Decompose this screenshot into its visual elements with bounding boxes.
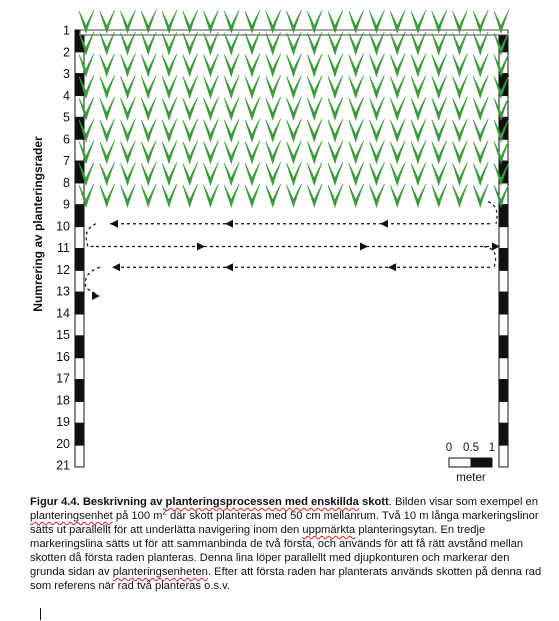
caption-title-start: Beskrivning av bbox=[82, 496, 166, 508]
shoot bbox=[162, 141, 177, 164]
shoot bbox=[328, 54, 343, 77]
shoot bbox=[411, 75, 426, 98]
pole-segment bbox=[499, 401, 508, 423]
shoot bbox=[473, 162, 488, 185]
arrowhead bbox=[197, 243, 205, 251]
shoot bbox=[390, 162, 405, 185]
caption-text-2: på 100 m bbox=[112, 510, 163, 522]
shoot bbox=[287, 97, 302, 120]
shoot bbox=[287, 54, 302, 77]
shoot bbox=[370, 75, 385, 98]
caption-text-3: där skott planteras med 50 cm mellanrum. Två 10 m långa markeringslinor sätts ut parallellt för att underlätta navigering inom den bbox=[30, 510, 539, 536]
shoot bbox=[453, 54, 468, 77]
row-label-5: 5 bbox=[63, 110, 70, 125]
caption-figure-label: Figur 4.4. bbox=[30, 496, 80, 508]
row-label-10: 10 bbox=[56, 219, 70, 234]
row-label-13: 13 bbox=[56, 284, 70, 299]
shoot bbox=[204, 141, 219, 164]
row-label-6: 6 bbox=[63, 132, 70, 147]
shoot bbox=[141, 54, 156, 77]
shoot bbox=[349, 119, 364, 142]
caption-title-underlined: planteringsprocessen med enskillda bbox=[165, 496, 359, 508]
row-label-21: 21 bbox=[56, 458, 70, 473]
caption-title-end: skott bbox=[358, 496, 389, 508]
pole-segment bbox=[499, 270, 508, 292]
shoot bbox=[204, 97, 219, 120]
shoot bbox=[432, 54, 447, 77]
row-label-2: 2 bbox=[63, 45, 70, 60]
row-label-7: 7 bbox=[63, 154, 70, 168]
left-marker-pole bbox=[75, 30, 84, 467]
shoot bbox=[121, 184, 136, 207]
shoot bbox=[473, 119, 488, 142]
shoot bbox=[390, 184, 405, 207]
shoot bbox=[349, 97, 364, 120]
row-label-19: 19 bbox=[56, 415, 70, 429]
pole-segment bbox=[499, 205, 508, 227]
shoot bbox=[183, 75, 198, 98]
shoot bbox=[349, 54, 364, 77]
shoot bbox=[432, 141, 447, 164]
shoot bbox=[141, 141, 156, 164]
scale-tick-0: 0 bbox=[445, 442, 453, 454]
path-turn bbox=[484, 247, 496, 268]
shoot bbox=[473, 75, 488, 98]
shoot bbox=[453, 119, 468, 142]
row-label-11: 11 bbox=[57, 241, 70, 255]
pole-segment bbox=[75, 358, 84, 380]
shoot bbox=[453, 97, 468, 120]
row-label-16: 16 bbox=[56, 349, 70, 364]
caption-word-uppmarkta: uppmärkta bbox=[302, 524, 356, 536]
pole-segment bbox=[499, 292, 508, 314]
shoot bbox=[390, 119, 405, 142]
scale-segment-black bbox=[471, 458, 492, 467]
shoot bbox=[162, 184, 177, 207]
shoot bbox=[266, 75, 281, 98]
scale-tick-0-5: 0.5 bbox=[463, 442, 479, 454]
shoot bbox=[307, 184, 322, 207]
shoot bbox=[224, 54, 239, 77]
scale-unit-label: meter bbox=[456, 472, 486, 484]
shoot bbox=[307, 162, 322, 185]
path-turn bbox=[86, 224, 96, 247]
shoot bbox=[390, 75, 405, 98]
pole-segment bbox=[499, 227, 508, 249]
shoot bbox=[121, 141, 136, 164]
caption-superscript: 2 bbox=[162, 507, 167, 517]
caption-word-planteringsenheten: planteringsenheten bbox=[112, 566, 208, 578]
pole-segment bbox=[499, 423, 508, 445]
scale-tick-1: 1 bbox=[488, 442, 496, 454]
row-label-14: 14 bbox=[56, 306, 70, 321]
shoot bbox=[266, 119, 281, 142]
row-label-15: 15 bbox=[56, 328, 70, 342]
shoot bbox=[245, 75, 260, 98]
shoot bbox=[328, 184, 343, 207]
pole-segment bbox=[75, 292, 84, 314]
shoot bbox=[328, 75, 343, 98]
caption-period: . bbox=[388, 496, 392, 508]
shoot bbox=[141, 97, 156, 120]
shoot bbox=[162, 97, 177, 120]
row-label-8: 8 bbox=[63, 175, 70, 190]
shoot bbox=[204, 54, 219, 77]
arrowhead bbox=[225, 263, 233, 271]
caption-text-1: Bilden visar som exempel en bbox=[391, 496, 539, 508]
pole-segment bbox=[75, 423, 84, 445]
shoot bbox=[121, 75, 136, 98]
shoot bbox=[390, 97, 405, 120]
shoot bbox=[432, 97, 447, 120]
shoot bbox=[349, 184, 364, 207]
shoot bbox=[266, 54, 281, 77]
shoot bbox=[370, 119, 385, 142]
shoot bbox=[204, 162, 219, 185]
shoot bbox=[224, 119, 239, 142]
path-turn bbox=[85, 267, 100, 294]
shoot bbox=[411, 54, 426, 77]
shoot bbox=[121, 54, 136, 77]
shoot bbox=[224, 141, 239, 164]
shoot bbox=[245, 162, 260, 185]
shoot bbox=[224, 162, 239, 185]
pole-segment bbox=[75, 205, 84, 227]
row-label-3: 3 bbox=[63, 67, 70, 81]
arrowhead bbox=[360, 243, 368, 251]
pole-segment bbox=[499, 336, 508, 358]
row-label-4: 4 bbox=[63, 88, 70, 103]
arrowhead bbox=[388, 263, 396, 271]
shoot bbox=[162, 119, 177, 142]
shoot bbox=[121, 97, 136, 120]
shoot bbox=[432, 162, 447, 185]
shoot bbox=[162, 54, 177, 77]
shoot bbox=[473, 97, 488, 120]
shoot bbox=[328, 97, 343, 120]
pole-segment bbox=[75, 270, 84, 292]
shoot bbox=[349, 75, 364, 98]
shoot bbox=[183, 119, 198, 142]
shoot bbox=[162, 75, 177, 98]
arrowhead bbox=[112, 263, 120, 271]
shoot bbox=[432, 75, 447, 98]
shoot bbox=[100, 75, 115, 98]
shoot bbox=[370, 97, 385, 120]
shoot bbox=[287, 184, 302, 207]
pole-segment bbox=[499, 314, 508, 336]
shoot bbox=[370, 141, 385, 164]
shoot bbox=[224, 184, 239, 207]
arrowhead bbox=[380, 220, 388, 228]
navigation-path-arrows bbox=[85, 202, 500, 300]
row-label-9: 9 bbox=[63, 197, 70, 212]
shoot bbox=[349, 162, 364, 185]
pole-segment bbox=[499, 380, 508, 402]
shoot bbox=[183, 184, 198, 207]
shoot bbox=[328, 162, 343, 185]
shoot bbox=[245, 141, 260, 164]
shoot bbox=[287, 162, 302, 185]
shoot bbox=[411, 97, 426, 120]
shoot bbox=[390, 54, 405, 77]
shoot bbox=[141, 162, 156, 185]
shoot bbox=[411, 184, 426, 207]
shoot bbox=[183, 97, 198, 120]
shoot bbox=[453, 141, 468, 164]
row-label-1: 1 bbox=[63, 23, 70, 38]
shoot bbox=[287, 141, 302, 164]
caption-word-planteringsenhet: planteringsenhet bbox=[30, 510, 113, 522]
pole-segment bbox=[499, 358, 508, 380]
shoot bbox=[100, 184, 115, 207]
pole-segment bbox=[75, 380, 84, 402]
shoot bbox=[328, 119, 343, 142]
shoot bbox=[121, 119, 136, 142]
shoot bbox=[224, 97, 239, 120]
shoot bbox=[266, 184, 281, 207]
shoot bbox=[183, 54, 198, 77]
shoot bbox=[245, 97, 260, 120]
row-label-12: 12 bbox=[56, 262, 70, 277]
shoot bbox=[390, 141, 405, 164]
shoot bbox=[266, 141, 281, 164]
shoot bbox=[100, 141, 115, 164]
shoot bbox=[328, 141, 343, 164]
shoot bbox=[183, 141, 198, 164]
shoot bbox=[204, 119, 219, 142]
shoot bbox=[287, 119, 302, 142]
path-turn bbox=[488, 202, 497, 224]
shoot bbox=[370, 162, 385, 185]
shoot bbox=[183, 162, 198, 185]
shoot bbox=[100, 119, 115, 142]
shoot bbox=[473, 54, 488, 77]
shoot bbox=[204, 75, 219, 98]
pole-segment bbox=[75, 336, 84, 358]
pole-segment bbox=[499, 445, 508, 467]
shoot bbox=[432, 184, 447, 207]
shoot bbox=[307, 97, 322, 120]
shoot bbox=[245, 184, 260, 207]
pole-segment bbox=[75, 227, 84, 249]
row-number-labels bbox=[56, 24, 70, 473]
shoot bbox=[370, 184, 385, 207]
shoot bbox=[349, 141, 364, 164]
row-label-17: 17 bbox=[56, 371, 70, 386]
row-label-18: 18 bbox=[56, 393, 70, 408]
figure-caption bbox=[30, 495, 545, 593]
y-axis-title: Numrering av planteringsrader bbox=[31, 136, 45, 312]
planted-shoots bbox=[79, 10, 509, 207]
shoot bbox=[162, 162, 177, 185]
shoot bbox=[453, 184, 468, 207]
shoot bbox=[204, 184, 219, 207]
shoot bbox=[224, 75, 239, 98]
arrowhead bbox=[225, 220, 233, 228]
shoot bbox=[307, 141, 322, 164]
shoot bbox=[307, 119, 322, 142]
shoot bbox=[100, 54, 115, 77]
pole-segment bbox=[75, 314, 84, 336]
shoot bbox=[411, 162, 426, 185]
shoot bbox=[245, 54, 260, 77]
shoot bbox=[141, 75, 156, 98]
shoot bbox=[411, 119, 426, 142]
pole-segment bbox=[75, 249, 84, 271]
shoot bbox=[370, 54, 385, 77]
shoot bbox=[266, 162, 281, 185]
caption-text-4: planteringsytan. En tredje markeringslina sätts ut för att sammanbinda de två första, och används för att få rätt avstånd mellan skotten då första raden planteras. Denna lina löper parallellt med djupkonturen och markerar den grunda sidan av bbox=[30, 524, 524, 578]
shoot bbox=[432, 119, 447, 142]
shoot bbox=[307, 54, 322, 77]
arrowhead bbox=[110, 220, 118, 228]
shoot bbox=[287, 75, 302, 98]
row-label-20: 20 bbox=[56, 436, 70, 451]
shoot bbox=[100, 97, 115, 120]
shoot bbox=[453, 75, 468, 98]
shoot bbox=[266, 97, 281, 120]
shoot bbox=[100, 162, 115, 185]
shoot bbox=[473, 141, 488, 164]
shoot bbox=[121, 162, 136, 185]
shoot bbox=[473, 184, 488, 207]
shoot bbox=[453, 162, 468, 185]
scale-bar bbox=[446, 442, 495, 484]
shoot bbox=[411, 141, 426, 164]
shoot bbox=[141, 119, 156, 142]
pole-segment bbox=[499, 249, 508, 271]
shoot bbox=[141, 184, 156, 207]
pole-segment bbox=[75, 445, 84, 467]
caption-text-5: . Efter att första raden har planterats används skotten på denna rad som referens när rad två planteras o.s.v. bbox=[30, 566, 542, 592]
shoot bbox=[245, 119, 260, 142]
text-cursor bbox=[40, 608, 41, 620]
scale-segment-white bbox=[449, 458, 471, 467]
arrowhead bbox=[92, 292, 100, 300]
shoot bbox=[307, 75, 322, 98]
pole-segment bbox=[75, 401, 84, 423]
